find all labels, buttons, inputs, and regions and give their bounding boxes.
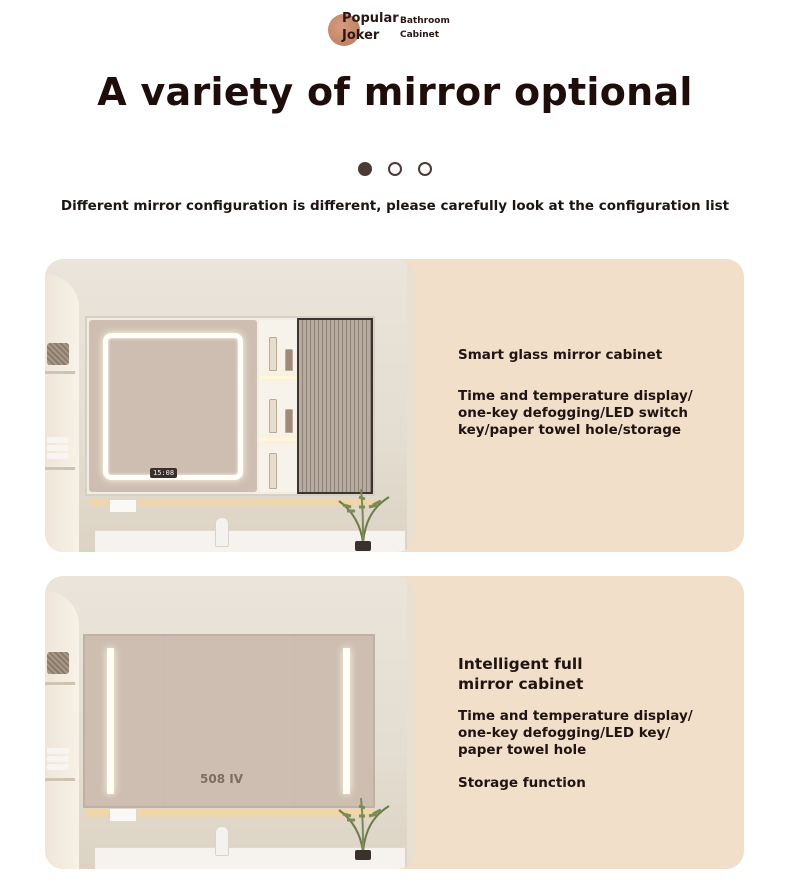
wall-edge <box>407 576 415 869</box>
brand-sub-line2: Cabinet <box>400 30 440 40</box>
faucet-icon <box>215 517 229 547</box>
bottle-icon <box>269 337 277 371</box>
product-description: Time and temperature display/ one-key defogging/LED switch key/paper towel hole/storage <box>458 388 693 438</box>
carousel-indicators[interactable] <box>358 162 432 178</box>
feature-list-full-mirror <box>458 654 738 792</box>
product-title: Intelligent full mirror cabinet <box>458 655 584 693</box>
bottle-icon <box>269 453 277 489</box>
shelf-board <box>45 682 75 685</box>
shelf-board <box>45 371 75 374</box>
led-strip-left <box>107 648 114 794</box>
towel-icon <box>47 756 69 762</box>
basket-icon <box>47 343 69 365</box>
towel-icon <box>47 748 69 754</box>
product-title: Smart glass mirror cabinet <box>458 347 663 363</box>
brand-logo <box>328 10 468 50</box>
bottle-icon <box>285 409 293 433</box>
led-frame <box>103 333 243 480</box>
carousel-dot[interactable] <box>358 162 372 176</box>
plant-icon <box>333 481 393 551</box>
tissue-icon <box>109 808 137 822</box>
page-headline: A variety of mirror optional <box>97 70 693 114</box>
side-shelf <box>45 274 79 552</box>
bottle-icon <box>285 349 293 371</box>
tissue-icon <box>109 499 137 513</box>
plant-icon <box>333 790 393 860</box>
wall-edge <box>407 259 415 552</box>
time-display: 15:08 <box>150 468 177 478</box>
brand-name-line2: Joker <box>342 28 380 43</box>
carousel-dot[interactable] <box>388 162 402 176</box>
brand-sub-line1: Bathroom <box>400 16 450 26</box>
product-photo-full-mirror <box>45 576 415 869</box>
led-strip-right <box>343 648 350 794</box>
page-subline: Different mirror configuration is different, please carefully look at the configuration list <box>60 198 730 214</box>
towel-icon <box>47 437 69 443</box>
model-label: 508 IV <box>200 772 243 786</box>
product-extra-feature: Storage function <box>458 775 586 791</box>
product-card-smart-glass <box>45 259 744 552</box>
shelf-board <box>45 467 75 470</box>
towel-icon <box>47 764 69 770</box>
carousel-dot[interactable] <box>418 162 432 176</box>
brand-name-line1: Popular <box>342 11 399 26</box>
shelf-board <box>45 778 75 781</box>
faucet-icon <box>215 826 229 856</box>
ribbed-glass-door <box>297 318 373 494</box>
product-description: Time and temperature display/ one-key defogging/LED key/ paper towel hole <box>458 708 693 758</box>
bottle-icon <box>269 399 277 433</box>
towel-icon <box>47 445 69 451</box>
basket-icon <box>47 652 69 674</box>
side-shelf <box>45 591 79 869</box>
product-card-full-mirror <box>45 576 744 869</box>
mirror-door-left <box>85 636 163 806</box>
product-photo-smart-glass <box>45 259 415 552</box>
towel-icon <box>47 453 69 459</box>
feature-list-smart-glass <box>458 347 738 439</box>
mirror-door-right <box>295 636 373 806</box>
